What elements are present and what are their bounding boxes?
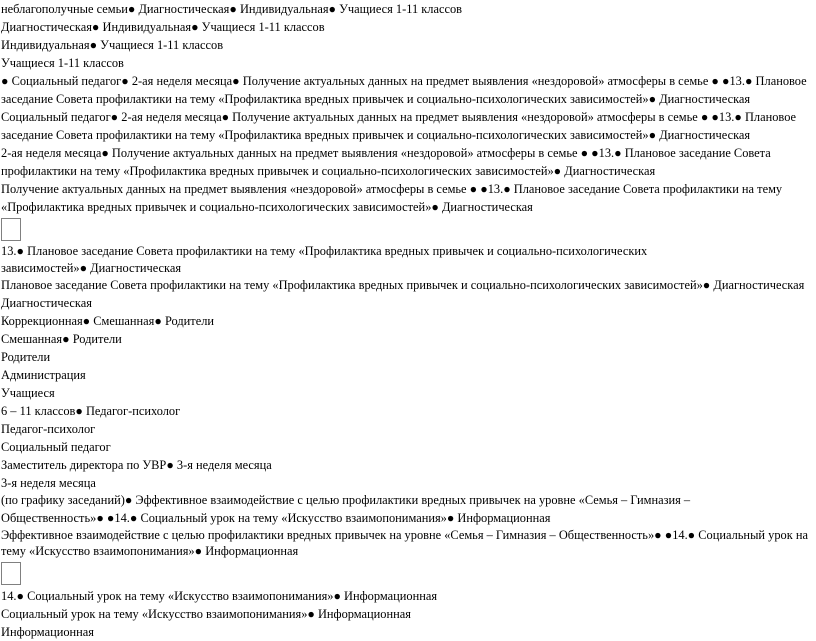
- text-line: Администрация: [1, 368, 86, 382]
- text-line: заседание Совета профилактики на тему «Профилактика вредных привычек и социально-психологических зависимостей»● Диагностическая: [1, 92, 751, 106]
- text-line: 2-ая неделя месяца● Получение актуальных данных на предмет выявления «нездоровой» атмосферы в семье ● ●13.● Плановое заседание Совета: [1, 146, 771, 160]
- text-line: 14.● Социальный урок на тему «Искусство взаимопонимания»● Информационная: [1, 588, 438, 603]
- text-line: заседание Совета профилактики на тему «Профилактика вредных привычек и социально-психологических зависимостей»● Диагностическая: [1, 128, 751, 142]
- text-line: Родители: [1, 350, 51, 364]
- text-line: ● Социальный педагог● 2-ая неделя месяца● Получение актуальных данных на предмет выявления «нездоровой» атмосферы в семье ● ●13.● Плановое: [1, 74, 807, 88]
- text-line: тему «Искусство взаимопонимания»● Информационная: [1, 544, 299, 558]
- text-line: профилактики на тему «Профилактика вредных привычек и социально-психологических зависимостей»● Диагностическая: [1, 164, 656, 178]
- text-line: зависимостей»● Диагностическая: [1, 260, 182, 275]
- text-line: (по графику заседаний)● Эффективное взаимодействие с целью профилактики вредных привычек на уровне «Семья – Гимназия –: [1, 493, 691, 507]
- text-line: Эффективное взаимодействие с целью профилактики вредных привычек на уровне «Семья – Гимназия – Общественность»● ●14.● Социальный урок на: [1, 527, 808, 542]
- text-line: 3-я неделя месяца: [1, 476, 96, 490]
- text-line: Социальный урок на тему «Искусство взаимопонимания»● Информационная: [1, 606, 411, 621]
- text-line: Социальный педагог● 2-ая неделя месяца● Получение актуальных данных на предмет выявления «нездоровой» атмосферы в семье ● ●13.● Плановое: [1, 110, 797, 124]
- text-line: 6 – 11 классов● Педагог-психолог: [1, 404, 181, 418]
- text-line: Диагностическая● Индивидуальная● Учащиеся 1-11 классов: [1, 20, 325, 34]
- text-line: Заместитель директора по УВР● 3-я неделя месяца: [1, 458, 272, 472]
- text-line: Плановое заседание Совета профилактики на тему «Профилактика вредных привычек и социально-психологических зависимостей»● Диагностическая: [1, 278, 805, 292]
- text-line: Смешанная● Родители: [1, 332, 122, 346]
- text-line: Социальный педагог: [1, 440, 111, 454]
- text-line: Получение актуальных данных на предмет выявления «нездоровой» атмосферы в семье ● ●13.● Плановое заседание Совета профилактики на тему: [1, 182, 783, 196]
- text-line: Учащиеся: [1, 386, 55, 400]
- text-line: Коррекционная● Смешанная● Родители: [1, 314, 215, 328]
- text-line: Общественность»● ●14.● Социальный урок на тему «Искусство взаимопонимания»● Информационная: [1, 510, 551, 525]
- text-line: неблагополучные семьи● Диагностическая● Индивидуальная● Учащиеся 1-11 классов: [1, 2, 463, 16]
- text-line: Информационная: [1, 624, 94, 639]
- empty-cell-box: [1, 218, 21, 241]
- text-line: Учащиеся 1-11 классов: [1, 56, 124, 70]
- text-line: Диагностическая: [1, 296, 92, 310]
- text-line: «Профилактика вредных привычек и социально-психологических зависимостей»● Диагностическая: [1, 200, 533, 214]
- empty-cell-box: [1, 562, 21, 585]
- text-line: Педагог-психолог: [1, 422, 96, 436]
- text-line: Индивидуальная● Учащиеся 1-11 классов: [1, 38, 224, 52]
- text-line: 13.● Плановое заседание Совета профилактики на тему «Профилактика вредных привычек и социально-психологических: [1, 244, 648, 258]
